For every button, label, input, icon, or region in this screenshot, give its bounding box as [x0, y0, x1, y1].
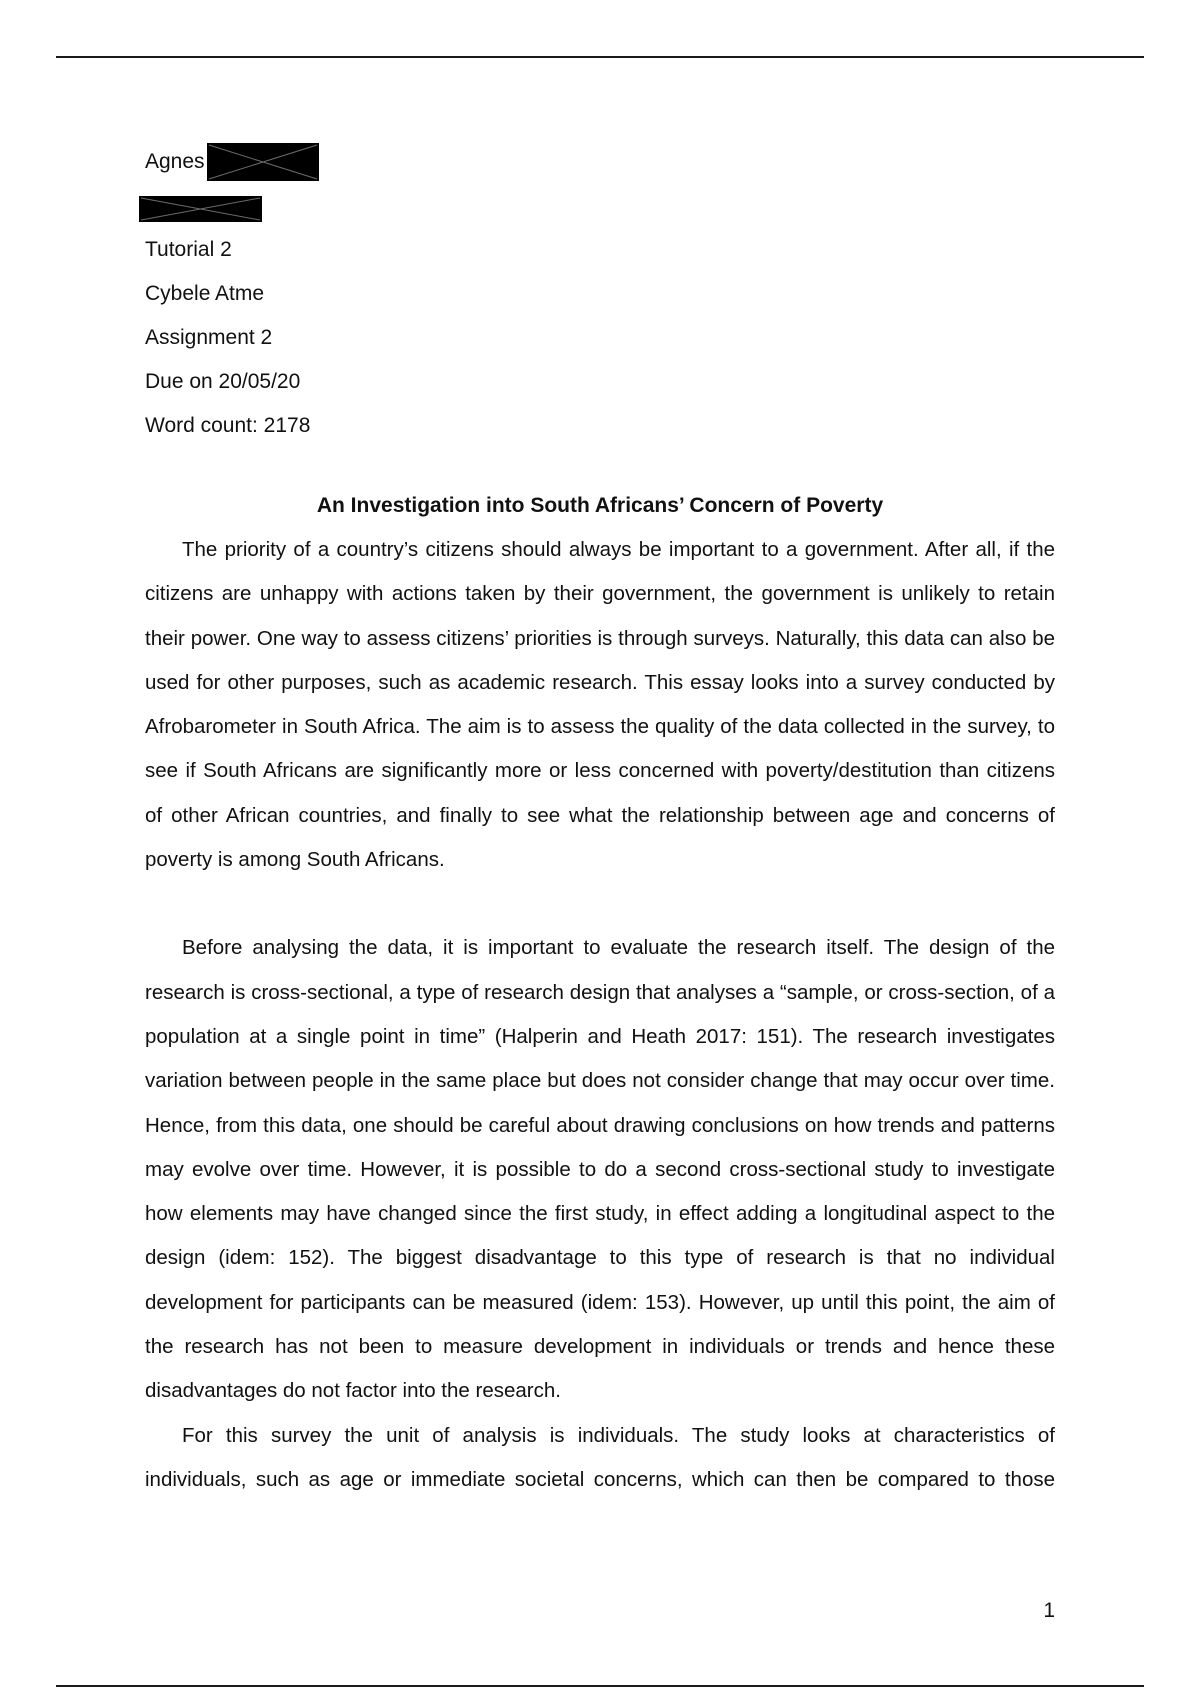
top-rule: [56, 56, 1144, 58]
essay-title: An Investigation into South Africans’ Concern of Poverty: [316, 494, 884, 517]
redacted-surname-box: [207, 143, 319, 181]
word-count-line: Word count: 2178: [145, 414, 311, 437]
tutorial-line: Tutorial 2: [145, 238, 232, 261]
tutor-line: Cybele Atme: [145, 282, 265, 305]
redaction-cross-icon: [139, 196, 262, 222]
redaction-cross-icon: [207, 143, 319, 181]
page-number: 1: [1043, 1599, 1055, 1622]
assignment-line: Assignment 2: [145, 326, 273, 349]
author-first-name: Agnes: [145, 150, 205, 173]
header-spacer: [145, 448, 1055, 484]
redacted-id-box: [139, 196, 262, 222]
author-line: [145, 140, 1055, 184]
bottom-rule: [56, 1685, 1144, 1687]
due-date-line: Due on 20/05/20: [145, 370, 301, 393]
paragraph-unit-of-analysis: For this survey the unit of analysis is individuals. The study looks at characteristics of individuals, such as age or immediate societal concerns, which can then be compared to those: [145, 1423, 1055, 1491]
paragraph-gap: [145, 882, 1055, 926]
student-id-line: [145, 184, 1055, 228]
paragraph-research-design: Before analysing the data, it is important to evaluate the research itself. The design of the research is cross-sectional, a type of research design that analyses a “sample, or cross-section, of a population at a single point in time” (Halperin and Heath 2017: 151). The research investigates variation between people in the same place but does not consider change that may occur over time. Hence, from this data, one should be careful about drawing conclusions on how trends and patterns may evolve over time. However, it is possible to do a second cross-sectional study to investigate how elements may have changed since the first study, in effect adding a longitudinal aspect to the design (idem: 152). The biggest disadvantage to this type of research is that no individual development for participants can be measured (idem: 153). However, up until this point, the aim of the research has not been to measure development in individuals or trends and hence these disadvantages do not factor into the research.: [145, 936, 1055, 1403]
paragraph-intro: The priority of a country’s citizens should always be important to a government. After all, if the citizens are unhappy with actions taken by their government, the government is unlikely to retain their power. One way to assess citizens’ priorities is through surveys. Naturally, this data can also be used for other purposes, such as academic research. This essay looks into a survey conducted by Afrobarometer in South Africa. The aim is to assess the quality of the data collected in the survey, to see if South Africans are significantly more or less concerned with poverty/destitution than citizens of other African countries, and finally to see what the relationship between age and concerns of poverty is among South Africans.: [145, 538, 1055, 872]
document-body: [145, 140, 1055, 1502]
